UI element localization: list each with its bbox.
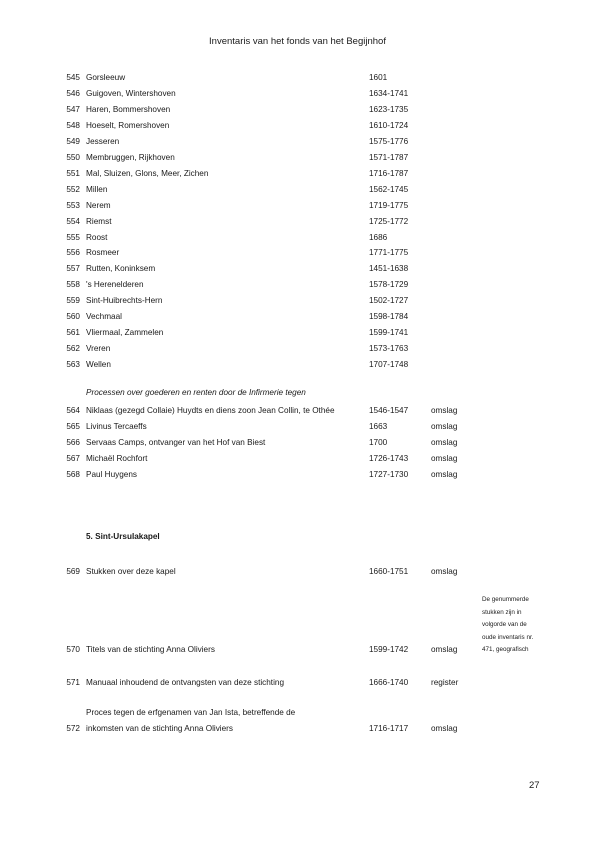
item-title: Gorsleeuw bbox=[86, 73, 126, 82]
item-title: Niklaas (gezegd Collaie) Huydts en diens zoon Jean Collin, te Othée bbox=[86, 406, 335, 415]
item-date: 1623-1735 bbox=[369, 104, 409, 114]
item-title: Guigoven, Wintershoven bbox=[86, 88, 176, 98]
table-row bbox=[0, 676, 595, 690]
item-date: 1700 bbox=[369, 437, 388, 447]
table-row bbox=[0, 468, 595, 482]
item-date: 1634-1741 bbox=[369, 88, 409, 98]
page-number: 27 bbox=[529, 780, 540, 791]
item-number: 566 bbox=[66, 437, 80, 447]
table-row bbox=[0, 135, 595, 149]
item-date: 1663 bbox=[369, 421, 388, 431]
table-row bbox=[0, 87, 595, 101]
item-number: 546 bbox=[66, 88, 80, 98]
item-title: Jesseren bbox=[86, 136, 120, 146]
table-row bbox=[0, 278, 595, 292]
item-title: Stukken over deze kapel bbox=[86, 567, 176, 576]
item-date: 1601 bbox=[369, 73, 388, 82]
table-row bbox=[0, 420, 595, 434]
item-title: Vechmaal bbox=[86, 312, 122, 322]
table-row bbox=[0, 151, 595, 165]
item-type: omslag bbox=[431, 453, 458, 463]
item-date: 1716-1717 bbox=[369, 724, 409, 733]
item-type: omslag bbox=[431, 567, 458, 576]
item-number: 560 bbox=[66, 312, 80, 322]
item-date: 1719-1775 bbox=[369, 200, 409, 210]
table-row bbox=[0, 215, 595, 229]
table-row bbox=[0, 722, 595, 736]
item-title: Riemst bbox=[86, 216, 112, 226]
item-title: Titels van de stichting Anna Oliviers bbox=[86, 645, 215, 654]
page-header: Inventaris van het fonds van het Begijnhof bbox=[209, 36, 386, 47]
item-number: 559 bbox=[66, 296, 80, 306]
item-date: 1502-1727 bbox=[369, 296, 409, 306]
table-row bbox=[0, 167, 595, 181]
item-number: 569 bbox=[66, 567, 80, 576]
table-row bbox=[0, 565, 595, 579]
item-date: 1571-1787 bbox=[369, 152, 409, 162]
item-number: 561 bbox=[66, 328, 80, 338]
table-row bbox=[0, 183, 595, 197]
subheading-processen: Processen over goederen en renten door de Infirmerie tegen bbox=[86, 388, 306, 397]
item-title: Mal, Sluizen, Glons, Meer, Zichen bbox=[86, 168, 209, 178]
item-number: 551 bbox=[66, 168, 80, 178]
item-title: Livinus Tercaeffs bbox=[86, 421, 147, 431]
item-date: 1716-1787 bbox=[369, 168, 409, 178]
item-number: 572 bbox=[66, 724, 80, 733]
item-type: omslag bbox=[431, 421, 458, 431]
item-title: 's Herenelderen bbox=[86, 280, 144, 290]
item-date: 1771-1775 bbox=[369, 248, 409, 258]
item-title: Membruggen, Rijkhoven bbox=[86, 152, 175, 162]
table-row bbox=[0, 246, 595, 260]
item-date: 1660-1751 bbox=[369, 567, 409, 576]
item-number: 568 bbox=[66, 469, 80, 479]
table-row bbox=[0, 310, 595, 324]
item-title: Sint-Huibrechts-Hern bbox=[86, 296, 163, 306]
table-row bbox=[0, 262, 595, 276]
item-date: 1599-1741 bbox=[369, 328, 409, 338]
margin-note-line: De genummerde bbox=[482, 596, 529, 603]
item-number: 570 bbox=[66, 645, 80, 654]
table-row bbox=[0, 358, 595, 372]
item-title: Hoeselt, Romershoven bbox=[86, 120, 170, 130]
item-number: 554 bbox=[66, 216, 80, 226]
item-number: 557 bbox=[66, 264, 80, 274]
item-number: 565 bbox=[66, 421, 80, 431]
item-type: omslag bbox=[431, 724, 458, 733]
table-row bbox=[0, 404, 595, 418]
section-title: 5. Sint-Ursulakapel bbox=[86, 532, 160, 541]
item-date: 1573-1763 bbox=[369, 344, 409, 354]
item-title: Wellen bbox=[86, 360, 111, 370]
margin-note-line: stukken zijn in bbox=[482, 608, 522, 616]
item-number: 563 bbox=[66, 360, 80, 370]
item-title: Vliermaal, Zammelen bbox=[86, 328, 164, 338]
margin-note-line: 471, geografisch bbox=[482, 646, 529, 653]
item-number: 550 bbox=[66, 152, 80, 162]
item-date: 1610-1724 bbox=[369, 120, 409, 130]
table-row bbox=[0, 103, 595, 117]
table-row bbox=[0, 326, 595, 340]
item-date: 1726-1743 bbox=[369, 453, 409, 463]
item-date: 1686 bbox=[369, 232, 388, 242]
item-number: 556 bbox=[66, 248, 80, 258]
item-type: omslag bbox=[431, 469, 458, 479]
item-date: 1562-1745 bbox=[369, 184, 409, 194]
item-date: 1546-1547 bbox=[369, 406, 409, 415]
item-number: 548 bbox=[66, 120, 80, 130]
entry-572-line1: Proces tegen de erfgenamen van Jan Ista, betreffende de bbox=[86, 708, 296, 717]
item-title: Haren, Bommershoven bbox=[86, 104, 171, 114]
item-number: 562 bbox=[66, 344, 80, 354]
table-row bbox=[0, 342, 595, 356]
item-number: 553 bbox=[66, 200, 80, 210]
item-date: 1727-1730 bbox=[369, 469, 409, 479]
item-number: 555 bbox=[66, 232, 80, 242]
item-date: 1578-1729 bbox=[369, 280, 409, 290]
item-number: 571 bbox=[66, 678, 80, 687]
item-date: 1725-1772 bbox=[369, 216, 409, 226]
item-number: 545 bbox=[66, 73, 80, 82]
item-title: Vreren bbox=[86, 344, 111, 354]
item-title: Rutten, Koninksem bbox=[86, 264, 156, 274]
item-title: Rosmeer bbox=[86, 248, 120, 258]
table-row bbox=[0, 231, 595, 245]
margin-note-line: volgorde van de bbox=[482, 621, 527, 628]
item-title: Roost bbox=[86, 232, 108, 242]
item-date: 1599-1742 bbox=[369, 645, 409, 654]
item-number: 549 bbox=[66, 136, 80, 146]
item-number: 558 bbox=[66, 280, 80, 290]
item-number: 567 bbox=[66, 453, 80, 463]
table-row bbox=[0, 119, 595, 133]
item-date: 1575-1776 bbox=[369, 136, 409, 146]
item-title: Nerem bbox=[86, 200, 111, 210]
table-row bbox=[0, 436, 595, 450]
table-row bbox=[0, 71, 595, 85]
item-number: 547 bbox=[66, 104, 80, 114]
item-type: register bbox=[431, 678, 459, 687]
item-type: omslag bbox=[431, 437, 458, 447]
item-date: 1451-1638 bbox=[369, 264, 409, 274]
table-row bbox=[0, 452, 595, 466]
item-number: 552 bbox=[66, 184, 80, 194]
item-date: 1707-1748 bbox=[369, 360, 409, 370]
item-title: Paul Huygens bbox=[86, 469, 137, 479]
item-title: inkomsten van de stichting Anna Oliviers bbox=[86, 724, 233, 733]
item-type: omslag bbox=[431, 645, 458, 654]
item-number: 564 bbox=[66, 406, 80, 415]
item-date: 1666-1740 bbox=[369, 678, 409, 687]
item-date: 1598-1784 bbox=[369, 312, 409, 322]
item-title: Servaas Camps, ontvanger van het Hof van Biest bbox=[86, 437, 266, 447]
table-row bbox=[0, 294, 595, 308]
item-title: Millen bbox=[86, 184, 108, 194]
item-type: omslag bbox=[431, 406, 458, 415]
margin-note bbox=[482, 594, 572, 657]
item-title: Michaël Rochfort bbox=[86, 453, 148, 463]
table-row bbox=[0, 199, 595, 213]
item-title: Manuaal inhoudend de ontvangsten van deze stichting bbox=[86, 678, 285, 687]
margin-note-line: oude inventaris nr. bbox=[482, 633, 534, 641]
